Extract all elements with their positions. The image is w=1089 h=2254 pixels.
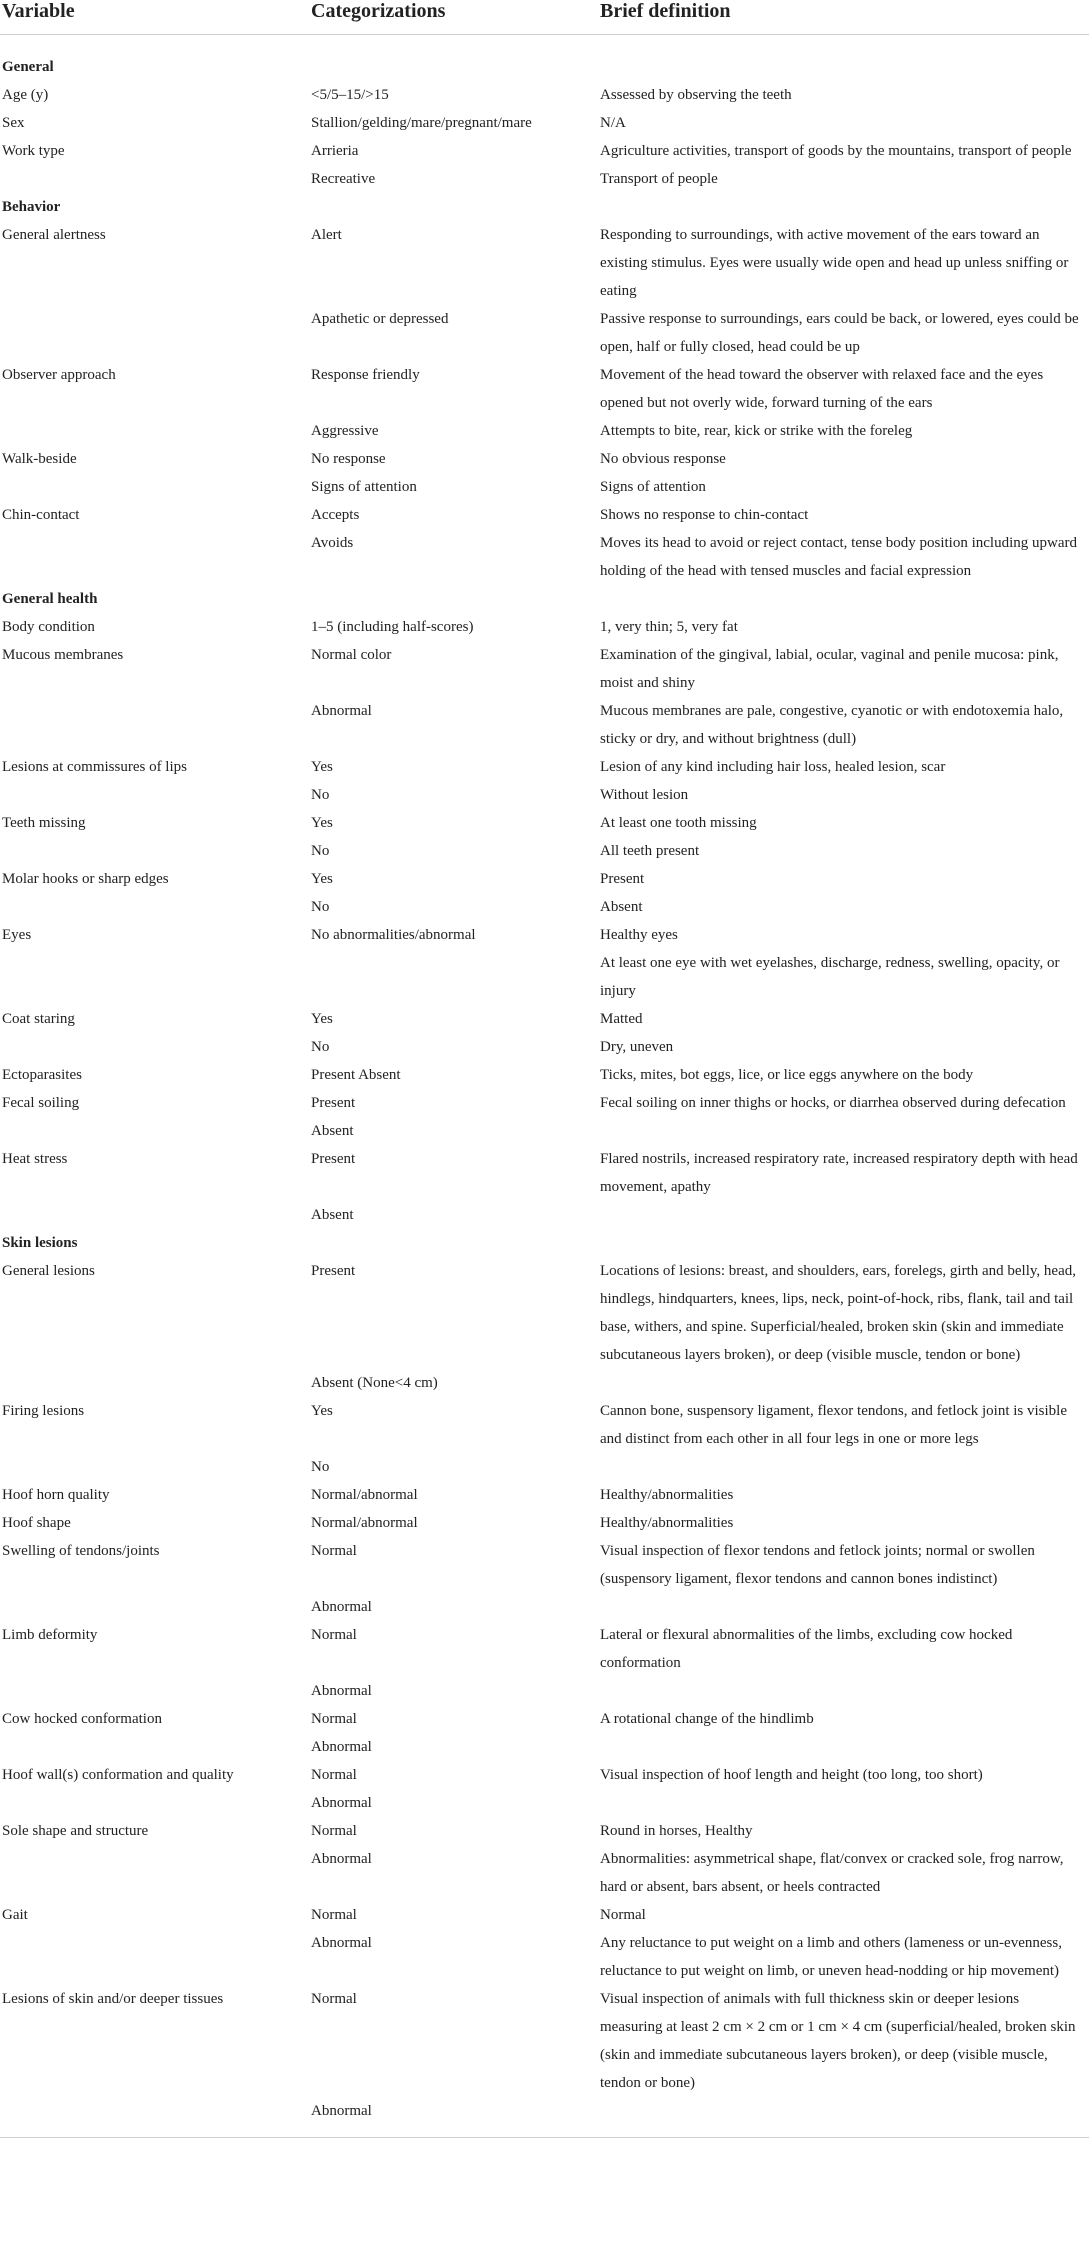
cell-definition [600, 35, 1089, 82]
cell-variable: Hoof shape [2, 1515, 71, 1531]
cell-variable [0, 1929, 311, 1985]
cell-categorization: Absent [311, 1207, 354, 1223]
cell-categorization: Yes [311, 815, 333, 831]
cell-definition: Flared nostrils, increased respiratory rate, increased respiratory depth with head movement, apathy [600, 1151, 1078, 1195]
cell-variable: Heat stress [2, 1151, 68, 1167]
section-row [0, 193, 1089, 221]
cell-categorization: Normal [311, 1907, 357, 1923]
header-row [0, 0, 1089, 35]
table-row [0, 809, 1089, 837]
cell-definition [600, 1453, 1089, 1481]
cell-definition: Agriculture activities, transport of goods by the mountains, transport of people [600, 143, 1072, 159]
section-row [0, 585, 1089, 613]
cell-categorization: Present [311, 1151, 356, 1167]
table-row [0, 1705, 1089, 1733]
cell-variable [0, 1369, 311, 1397]
cell-definition: Lateral or flexural abnormalities of the limbs, excluding cow hocked conformation [600, 1627, 1013, 1671]
cell-variable: General alertness [2, 227, 106, 243]
header-variable: Variable [0, 0, 311, 35]
table-row [0, 1901, 1089, 1929]
cell-variable [0, 1789, 311, 1817]
table-row [0, 361, 1089, 417]
table-row [0, 529, 1089, 585]
table-row [0, 165, 1089, 193]
cell-variable: Hoof horn quality [2, 1487, 110, 1503]
cell-categorization: Abnormal [311, 1935, 372, 1951]
table-row [0, 221, 1089, 305]
table-row [0, 1677, 1089, 1705]
cell-variable: Walk-beside [2, 451, 77, 467]
table-row [0, 1117, 1089, 1145]
cell-definition: Healthy/abnormalities [600, 1487, 734, 1503]
cell-definition: Lesion of any kind including hair loss, healed lesion, scar [600, 759, 946, 775]
cell-definition [600, 1229, 1089, 1257]
cell-categorization: Yes [311, 1011, 333, 1027]
cell-variable [0, 473, 311, 501]
cell-categorization: Accepts [311, 507, 360, 523]
cell-categorization [311, 35, 600, 82]
section-heading: Skin lesions [2, 1235, 78, 1251]
table-row [0, 417, 1089, 445]
table-row [0, 1033, 1089, 1061]
table-row [0, 697, 1089, 753]
section-heading: Behavior [2, 199, 61, 215]
cell-categorization: Normal [311, 1543, 357, 1559]
cell-variable: Fecal soiling [2, 1095, 80, 1111]
cell-variable [0, 417, 311, 445]
cell-variable [0, 2097, 311, 2125]
cell-categorization: No [311, 787, 330, 803]
cell-definition [600, 1789, 1089, 1817]
cell-variable [0, 165, 311, 193]
cell-definition: Healthy/abnormalities [600, 1515, 734, 1531]
cell-definition: A rotational change of the hindlimb [600, 1711, 814, 1727]
table-row [0, 1845, 1089, 1901]
table-row [0, 865, 1089, 893]
table-body [0, 35, 1089, 2126]
cell-categorization: No [311, 1459, 330, 1475]
cell-definition: 1, very thin; 5, very fat [600, 619, 738, 635]
cell-variable [0, 1117, 311, 1145]
table-row [0, 473, 1089, 501]
cell-categorization: Apathetic or depressed [311, 311, 449, 327]
cell-variable [0, 893, 311, 921]
table-row [0, 781, 1089, 809]
cell-categorization: Normal [311, 1711, 357, 1727]
table-header [0, 0, 1089, 35]
header-definition: Brief definition [600, 0, 1089, 35]
cell-definition: Abnormalities: asymmetrical shape, flat/convex or cracked sole, frog narrow, hard or absent, bars absent, or heels contracted [600, 1851, 1064, 1895]
cell-categorization: 1–5 (including half-scores) [311, 619, 474, 635]
cell-variable: Chin-contact [2, 507, 80, 523]
cell-variable [0, 949, 311, 1005]
table-row [0, 1201, 1089, 1229]
cell-categorization: No abnormalities/abnormal [311, 927, 476, 943]
table-row [0, 1761, 1089, 1789]
cell-categorization: Abnormal [311, 1599, 372, 1615]
cell-definition: Moves its head to avoid or reject contact, tense body position including upward holding of the head with tensed muscles and facial expression [600, 535, 1077, 579]
cell-variable: Lesions of skin and/or deeper tissues [2, 1991, 224, 2007]
cell-definition: Without lesion [600, 787, 689, 803]
cell-categorization: Abnormal [311, 703, 372, 719]
cell-definition: At least one eye with wet eyelashes, discharge, redness, swelling, opacity, or injury [600, 955, 1060, 999]
cell-definition: Round in horses, Healthy [600, 1823, 753, 1839]
cell-categorization: No [311, 1039, 330, 1055]
cell-categorization: Absent [311, 1123, 354, 1139]
cell-variable [0, 1733, 311, 1761]
cell-categorization: Abnormal [311, 2103, 372, 2119]
cell-categorization [311, 193, 600, 221]
cell-definition [600, 1201, 1089, 1229]
table-row [0, 921, 1089, 949]
table-row [0, 1537, 1089, 1593]
cell-categorization: Normal/abnormal [311, 1487, 418, 1503]
cell-variable: Work type [2, 143, 65, 159]
cell-definition: Present [600, 871, 645, 887]
cell-variable: Firing lesions [2, 1403, 85, 1419]
table-row [0, 109, 1089, 137]
cell-definition: Responding to surroundings, with active movement of the ears toward an existing stimulus. Eyes were usually wide open and head up unless sniffing or eating [600, 227, 1069, 299]
table-row [0, 1089, 1089, 1117]
cell-variable [0, 837, 311, 865]
cell-definition: Ticks, mites, bot eggs, lice, or lice eggs anywhere on the body [600, 1067, 974, 1083]
cell-definition: Shows no response to chin-contact [600, 507, 809, 523]
cell-categorization: No response [311, 451, 386, 467]
cell-categorization: Present Absent [311, 1067, 401, 1083]
cell-definition: Visual inspection of hoof length and height (too long, too short) [600, 1767, 983, 1783]
cell-categorization: Avoids [311, 535, 354, 551]
cell-definition [600, 1369, 1089, 1397]
cell-definition: Visual inspection of animals with full thickness skin or deeper lesions measuring at least 2 cm × 2 cm or 1 cm × 4 cm (superficial/healed, broken skin (skin and immediate subcutaneous layers broken), or deep (visible muscle, tendon or bone) [600, 1991, 1076, 2091]
cell-variable [0, 1593, 311, 1621]
table-row [0, 1929, 1089, 1985]
cell-variable: Lesions at commissures of lips [2, 759, 187, 775]
cell-variable [0, 305, 311, 361]
cell-categorization: No [311, 843, 330, 859]
section-heading: General [2, 59, 54, 75]
cell-definition: Absent [600, 899, 643, 915]
cell-categorization: Present [311, 1095, 356, 1111]
cell-variable [0, 1033, 311, 1061]
cell-definition: Transport of people [600, 171, 718, 187]
cell-categorization: Yes [311, 1403, 333, 1419]
cell-definition [600, 2097, 1089, 2125]
header-categorizations: Categorizations [311, 0, 600, 35]
cell-variable: Body condition [2, 619, 95, 635]
cell-categorization [311, 585, 600, 613]
cell-definition: Dry, uneven [600, 1039, 674, 1055]
table-row [0, 949, 1089, 1005]
section-row [0, 35, 1089, 82]
cell-variable [0, 697, 311, 753]
table-row [0, 837, 1089, 865]
cell-definition: Healthy eyes [600, 927, 678, 943]
cell-definition: Passive response to surroundings, ears could be back, or lowered, eyes could be open, half or fully closed, head could be up [600, 311, 1079, 355]
cell-categorization: Abnormal [311, 1739, 372, 1755]
cell-variable [0, 781, 311, 809]
cell-categorization [311, 949, 600, 1005]
table-row [0, 305, 1089, 361]
cell-definition: Movement of the head toward the observer with relaxed face and the eyes opened but not overly wide, forward turning of the ears [600, 367, 1044, 411]
cell-categorization: Response friendly [311, 367, 420, 383]
table-row [0, 2097, 1089, 2125]
cell-variable: Teeth missing [2, 815, 86, 831]
table-row [0, 1005, 1089, 1033]
cell-definition [600, 193, 1089, 221]
table-row [0, 1789, 1089, 1817]
cell-categorization: Present [311, 1263, 356, 1279]
cell-definition: Locations of lesions: breast, and shoulders, ears, forelegs, girth and belly, head, hindlegs, hindquarters, knees, lips, neck, point-of-hock, ribs, flank, tail and tail base, withers, and spine. Superficial/healed, broken skin (skin and immediate subcutaneous layers broken), or deep (visible muscle, tendon or bone) [600, 1263, 1076, 1363]
section-row [0, 1229, 1089, 1257]
cell-definition: Signs of attention [600, 479, 706, 495]
cell-variable: Coat staring [2, 1011, 75, 1027]
cell-definition: Attempts to bite, rear, kick or strike with the foreleg [600, 423, 913, 439]
cell-categorization: Normal [311, 1823, 357, 1839]
cell-definition: All teeth present [600, 843, 700, 859]
cell-variable: Ectoparasites [2, 1067, 82, 1083]
section-heading: General health [2, 591, 98, 607]
cell-definition: Matted [600, 1011, 643, 1027]
cell-definition: Cannon bone, suspensory ligament, flexor tendons, and fetlock joint is visible and distinct from each other in all four legs in one or more legs [600, 1403, 1068, 1447]
cell-definition [600, 1117, 1089, 1145]
cell-categorization: Abnormal [311, 1851, 372, 1867]
cell-definition [600, 1593, 1089, 1621]
cell-definition: N/A [600, 115, 626, 131]
cell-variable: Age (y) [2, 87, 49, 103]
cell-definition: Examination of the gingival, labial, ocular, vaginal and penile mucosa: pink, moist and shiny [600, 647, 1059, 691]
table-row [0, 81, 1089, 109]
cell-definition: Any reluctance to put weight on a limb and others (lameness or un-evenness, reluctance to put weight on limb, or uneven head-nodding or hip movement) [600, 1935, 1062, 1979]
cell-definition: Assessed by observing the teeth [600, 87, 792, 103]
cell-variable: Observer approach [2, 367, 116, 383]
table-row [0, 641, 1089, 697]
cell-categorization: Recreative [311, 171, 376, 187]
cell-definition [600, 1677, 1089, 1705]
cell-categorization: Yes [311, 759, 333, 775]
table-row [0, 1257, 1089, 1369]
cell-definition [600, 1733, 1089, 1761]
cell-categorization: Arrieria [311, 143, 359, 159]
cell-variable: Limb deformity [2, 1627, 98, 1643]
table-row [0, 445, 1089, 473]
table-row [0, 1621, 1089, 1677]
cell-variable: Molar hooks or sharp edges [2, 871, 169, 887]
cell-definition: At least one tooth missing [600, 815, 757, 831]
table-row [0, 1985, 1089, 2097]
table-bottom-rule [0, 2137, 1089, 2138]
cell-variable: Swelling of tendons/joints [2, 1543, 160, 1559]
table-row [0, 1397, 1089, 1453]
cell-definition: Visual inspection of flexor tendons and fetlock joints; normal or swollen (suspensory ligament, flexor tendons and cannon bones indistinct) [600, 1543, 1035, 1587]
table-row [0, 1369, 1089, 1397]
cell-variable [0, 1453, 311, 1481]
cell-definition: Fecal soiling on inner thighs or hocks, or diarrhea observed during defecation [600, 1095, 1066, 1111]
cell-categorization: Absent (None<4 cm) [311, 1375, 438, 1391]
cell-categorization: Yes [311, 871, 333, 887]
cell-definition [600, 585, 1089, 613]
cell-categorization: Normal [311, 1627, 357, 1643]
cell-categorization: Stallion/gelding/mare/pregnant/mare [311, 115, 532, 131]
table-row [0, 1733, 1089, 1761]
cell-variable: Sex [2, 115, 25, 131]
table-row [0, 1453, 1089, 1481]
cell-categorization: Normal [311, 1991, 357, 2007]
cell-categorization: Normal/abnormal [311, 1515, 418, 1531]
cell-categorization: Alert [311, 227, 342, 243]
cell-variable: Eyes [2, 927, 32, 943]
cell-variable: Gait [2, 1907, 28, 1923]
table-row [0, 613, 1089, 641]
cell-variable: General lesions [2, 1263, 95, 1279]
cell-categorization: Abnormal [311, 1795, 372, 1811]
table-row [0, 753, 1089, 781]
cell-categorization: Normal [311, 1767, 357, 1783]
cell-variable [0, 1201, 311, 1229]
cell-variable: Hoof wall(s) conformation and quality [2, 1767, 234, 1783]
cell-categorization: Signs of attention [311, 479, 417, 495]
cell-variable: Cow hocked conformation [2, 1711, 162, 1727]
table-row [0, 1593, 1089, 1621]
table-row [0, 1061, 1089, 1089]
table-row [0, 137, 1089, 165]
cell-variable: Mucous membranes [2, 647, 124, 663]
cell-categorization: <5/5–15/>15 [311, 87, 389, 103]
cell-variable: Sole shape and structure [2, 1823, 149, 1839]
cell-definition: Mucous membranes are pale, congestive, cyanotic or with endotoxemia halo, sticky or dry, and without brightness (dull) [600, 703, 1064, 747]
table-row [0, 1509, 1089, 1537]
cell-variable [0, 1845, 311, 1901]
table-row [0, 1817, 1089, 1845]
table-row [0, 1481, 1089, 1509]
table-row [0, 1145, 1089, 1201]
cell-variable [0, 529, 311, 585]
cell-categorization: No [311, 899, 330, 915]
cell-definition: Normal [600, 1907, 646, 1923]
cell-categorization: Normal color [311, 647, 392, 663]
cell-categorization: Aggressive [311, 423, 379, 439]
cell-variable [0, 1677, 311, 1705]
table-row [0, 501, 1089, 529]
cell-categorization [311, 1229, 600, 1257]
cell-definition: No obvious response [600, 451, 726, 467]
table-row [0, 893, 1089, 921]
cell-categorization: Abnormal [311, 1683, 372, 1699]
